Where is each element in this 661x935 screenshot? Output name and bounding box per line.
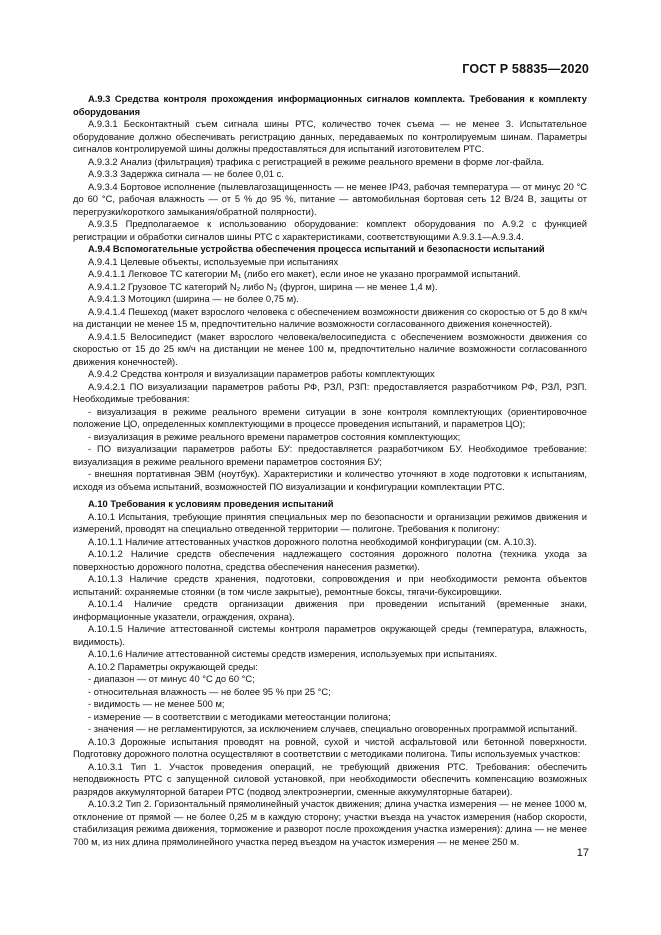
standard-code-header: ГОСТ Р 58835—2020	[462, 62, 589, 76]
paragraph: А.10.1.5 Наличие аттестованной системы контроля параметров окружающей среды (температура, влажность, видимость).	[73, 624, 587, 647]
paragraph: А.10.1 Испытания, требующие принятия специальных мер по безопасности и организации режимов движения и измерений, проводят на специально отведенной территории — полигоне. Требования к полигону:	[73, 511, 587, 534]
paragraph: А.9.4.2.1 ПО визуализации параметров работы РФ, РЗЛ, РЗП: предоставляется разработчиком РФ, РЗЛ, РЗП. Необходимые требования:	[73, 381, 587, 404]
paragraph: А.9.3.5 Предполагаемое к использованию оборудование: комплект оборудования по А.9.2 с функцией регистрации и обработки сигналов шины РТС с характеристиками, соответствующими А.9.3.1—А.9.3.4.	[73, 219, 587, 242]
paragraph: А.10.3.2 Тип 2. Горизонтальный прямолинейный участок движения; длина участка измерения — не менее 1000 м, отклонение от прямой — не более 0,25 м в каждую сторону; участки въезда на участок измерения (набор скорости, стабилизация режима движения, торможение и разворот после прохождения участка измерения): длина — не менее 700 м, из них длина прямолинейного участка перед въездом на участок измерения — не менее 250 м.	[73, 799, 587, 847]
paragraph: А.10.3 Дорожные испытания проводят на ровной, сухой и чистой асфальтовой или бетонной поверхности. Подготовку дорожного полотна осуществляют в соответствии с методиками полигона. Типы используемых участков:	[73, 736, 587, 759]
paragraph: А.9.3.1 Бесконтактный съем сигнала шины РТС, количество точек съема — не менее 3. Испытательное оборудование должно обеспечивать регистрацию данных, передаваемых по контролируемым шинам. Параметры сигналов контролируемой шины должны предоставляться для испытаний изготовителем РТС.	[73, 119, 587, 154]
paragraph: А.10.1.4 Наличие средств организации движения при проведении испытаний (временные знаки, информационные указатели, ограждения, охрана).	[73, 599, 587, 622]
paragraph: А.9.4.1.2 Грузовое ТС категорий N₂ либо N₃ (фургон, ширина — не менее 1,4 м).	[88, 281, 438, 292]
paragraph: А.10.3.1 Тип 1. Участок проведения операций, не требующий движения РТС. Требования: обеспечить неподвижность РТС с запущенной силовой установкой, при необходимости обеспечить компенсацию возможных разрядов аккумуляторной батареи РТС (подвод электроэнергии, сменные аккумуляторные батареи).	[73, 761, 587, 797]
paragraph: А.10.1.3 Наличие средств хранения, подготовки, сопровождения и при необходимости ремонта объектов испытаний: охраняемые стоянки (в том числе закрытые), ремонтные боксы, тягачи-буксировщики.	[73, 574, 587, 597]
paragraph: - ПО визуализации параметров работы БУ: предоставляется разработчиком БУ. Необходимое требование: визуализация в режиме реального времени параметров состояния БУ;	[73, 444, 587, 467]
page-number: 17	[576, 847, 589, 859]
paragraph: А.10.1.6 Наличие аттестованной системы средств измерения, используемых при испытаниях.	[88, 649, 498, 659]
paragraph: А.9.3.4 Бортовое исполнение (пылевлагозащищенность — не менее IP43, рабочая температура — от минус 20 °С до 60 °С, рабочая влажность — от 5 % до 95 %, питание — автомобильная бортовая сеть 12 В/24 В, защиты от перегрузки/короткого замыкания/обратной полярности).	[73, 181, 587, 217]
paragraph: - измерение — в соответствии с методиками метеостанции полигона;	[88, 711, 391, 722]
paragraph: А.9.4.2 Средства контроля и визуализации параметров работы комплектующих	[88, 369, 435, 379]
section-heading: А.9.4 Вспомогательные устройства обеспечения процесса испытаний и безопасности испытаний	[88, 244, 545, 254]
paragraph: - внешняя портативная ЭВМ (ноутбук). Характеристики и количество уточняют в ходе подготовки к испытаниям, исходя из объема испытаний, возможностей ПО визуализации и конфигурации комплектации РТС.	[73, 469, 587, 492]
paragraph: А.9.4.1.1 Легковое ТС категории М₁ (либо его макет), если иное не указано программой испытаний.	[88, 269, 521, 279]
document-body	[73, 93, 587, 848]
section-heading: А.10 Требования к условиям проведения испытаний	[88, 499, 334, 509]
paragraph: - значения — не регламентируются, за исключением случаев, специально оговоренных программой испытаний.	[88, 724, 578, 734]
paragraph: - визуализация в режиме реального времени ситуации в зоне контроля комплектующих (ориентировочное положение ЦО, определенных комплектующими в процессе проведения испытаний, и параметров ЦО);	[73, 406, 587, 429]
paragraph: А.10.2 Параметры окружающей среды:	[88, 661, 258, 672]
paragraph: - диапазон — от минус 40 °С до 60 °С;	[88, 674, 255, 684]
paragraph: А.9.3.2 Анализ (фильтрация) трафика с регистрацией в режиме реального времени в форме лог-файла.	[88, 156, 545, 167]
paragraph: А.9.4.1 Целевые объекты, используемые при испытаниях	[88, 256, 339, 267]
paragraph: А.9.3.3 Задержка сигнала — не более 0,01 с.	[88, 169, 284, 179]
paragraph: А.10.1.2 Наличие средств обеспечения надлежащего состояния дорожного полотна (техника ухода за поверхностью дорожного полотна, средства обеспечения нанесения разметки).	[73, 549, 587, 572]
paragraph: А.9.4.1.3 Мотоцикл (ширина — не более 0,75 м).	[88, 294, 299, 304]
paragraph: А.10.1.1 Наличие аттестованных участков дорожного полотна необходимой конфигурации (см. А.10.3).	[88, 536, 537, 547]
paragraph: - видимость — не менее 500 м;	[88, 699, 225, 709]
paragraph: А.9.4.1.4 Пешеход (макет взрослого человека с обеспечением возможности движения со скоростью от 5 до 8 км/ч на дистанции не менее 15 м, предпочтительно наличие возможности согласованного движения конечностей).	[73, 306, 587, 329]
paragraph: А.9.4.1.5 Велосипедист (макет взрослого человека/велосипедиста с обеспечением возможности движения со скоростью от 15 до 25 км/ч на дистанции не менее 100 м, предпочтительно наличие возможности согласованного движения конечностей).	[73, 331, 587, 367]
paragraph: - относительная влажность — не более 95 % при 25 °С;	[88, 686, 331, 697]
paragraph: - визуализация в режиме реального времени параметров состояния комплектующих;	[88, 431, 461, 442]
section-heading: А.9.3 Средства контроля прохождения информационных сигналов комплекта. Требования к комплекту оборудования	[73, 94, 587, 117]
